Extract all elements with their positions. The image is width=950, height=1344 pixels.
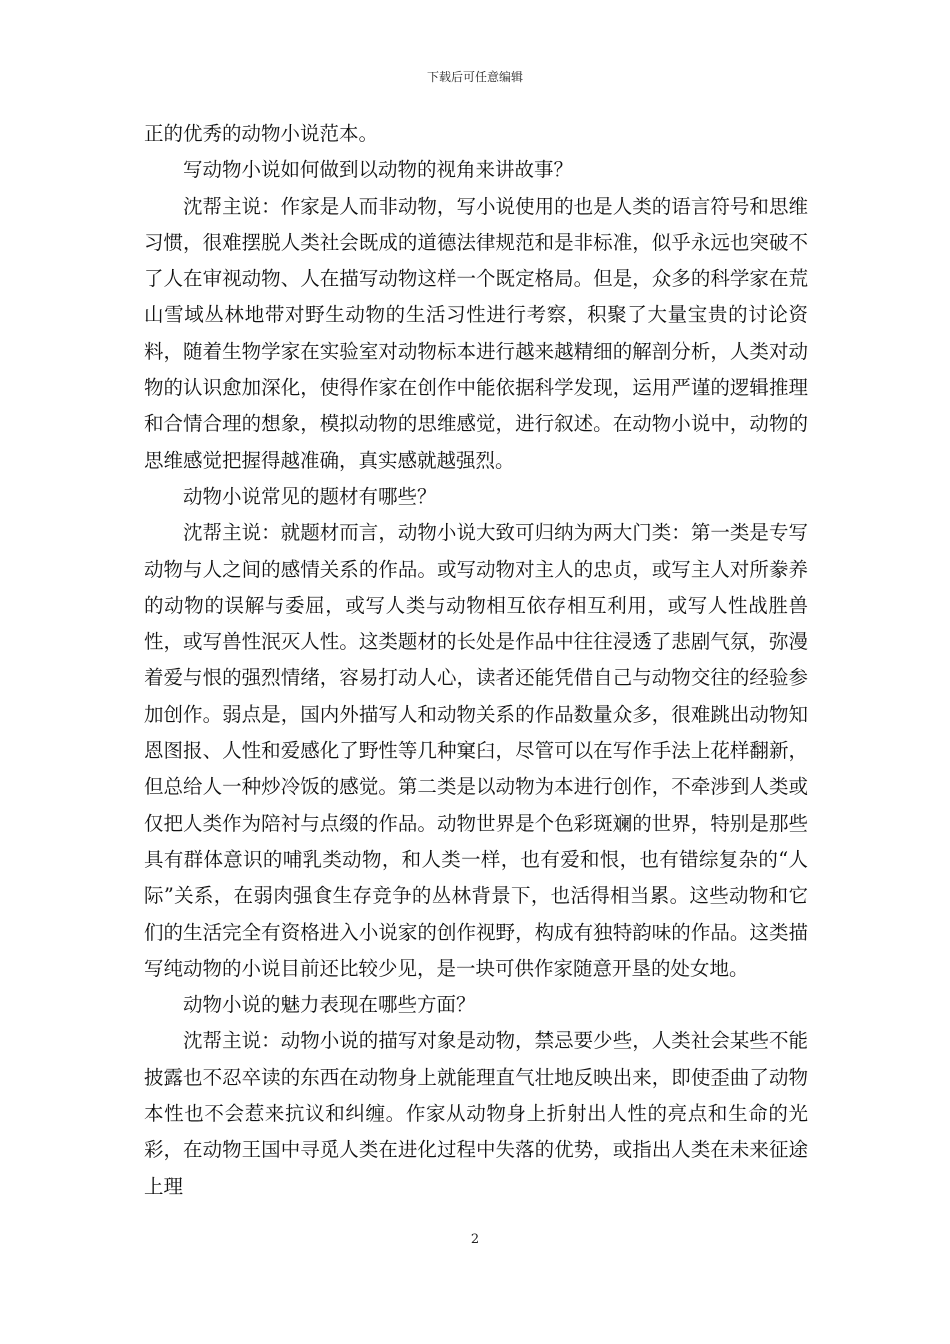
paragraph-1: 正的优秀的动物小说范本。 [144,122,379,145]
page-header: 下载后可任意编辑 [426,70,523,84]
page-number: 2 [470,1232,480,1247]
question-3: 动物小说的魅力表现在哪些方面？ [183,993,476,1017]
question-1: 写动物小说如何做到以动物的视角来讲故事？ [183,158,574,182]
answer-3: 沈帮主说：动物小说的描写对象是动物，禁忌要少些，人类社会某些不能披露也不忍卒读的东西在动物身上就能理直气壮地反映出来，即使歪曲了动物本性也不会惹来抗议和纠缠。作家从动物身上折射出人性的亮点和生命的光彩，在动物王国中寻觅人类在进化过程中失落的优势，或指出人类在未来征途上理 [144,1029,808,1198]
document-body [144,116,808,1205]
answer-2: 沈帮主说：就题材而言，动物小说大致可归纳为两大门类：第一类是专写动物与人之间的感情关系的作品。或写动物对主人的忠贞，或写主人对所豢养的动物的误解与委屈，或写人类与动物相互依存相互利用，或写人性战胜兽性，或写兽性泯灭人性。这类题材的长处是作品中往往浸透了悲剧气氛，弥漫着爱与恨的强烈情绪，容易打动人心，读者还能凭借自己与动物交往的经验参加创作。弱点是，国内外描写人和动物关系的作品数量众多，很难跳出动物知恩图报、人性和爱感化了野性等几种窠臼，尽管可以在写作手法上花样翻新，但总给人一种炒冷饭的感觉。第二类是以动物为本进行创作，不牵涉到人类或仅把人类作为陪衬与点缀的作品。动物世界是个色彩斑斓的世界，特别是那些具有群体意识的哺乳类动物，和人类一样，也有爱和恨，也有错综复杂的“人际”关系，在弱肉强食生存竞争的丛林背景下，也活得相当累。这些动物和它们的生活完全有资格进入小说家的创作视野，构成有独特韵味的作品。这类描写纯动物的小说目前还比较少见，是一块可供作家随意开垦的处女地。 [144,521,808,980]
question-2: 动物小说常见的题材有哪些？ [183,484,437,508]
answer-1: 沈帮主说：作家是人而非动物，写小说使用的也是人类的语言符号和思维习惯，很难摆脱人类社会既成的道德法律规范和是非标准，似乎永远也突破不了人在审视动物、人在描写动物这样一个既定格局。但是，众多的科学家在荒山雪域丛林地带对野生动物的生活习性进行考察，积聚了大量宝贵的讨论资料，随着生物学家在实验室对动物标本进行越来越精细的解剖分析，人类对动物的认识愈加深化，使得作家在创作中能依据科学发现，运用严谨的逻辑推理和合情合理的想象，模拟动物的思维感觉，进行叙述。在动物小说中，动物的思维感觉把握得越准确，真实感就越强烈。 [144,194,808,472]
